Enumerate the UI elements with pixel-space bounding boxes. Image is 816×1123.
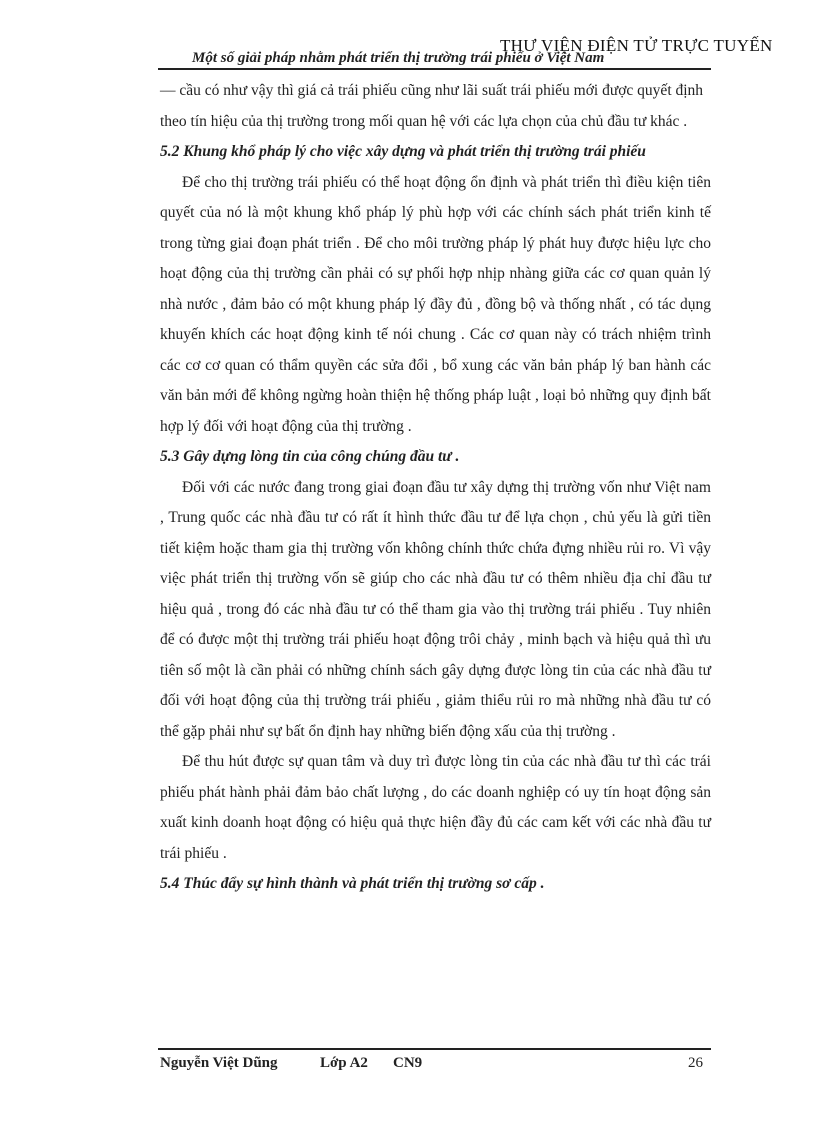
paragraph-intro: — cầu có như vậy thì giá cả trái phiếu cũng như lãi suất trái phiếu mới được quyết định theo tín hiệu của thị trường trong mối quan hệ với các lựa chọn của chủ đầu tư khác . — [160, 82, 704, 130]
heading-5-3: 5.3 Gây dựng lòng tin của công chúng đầu tư . — [160, 448, 460, 465]
paragraph-5-3-b: Để thu hút được sự quan tâm và duy trì được lòng tin của các nhà đầu tư thì các trái phiếu phát hành phải đảm bảo chất lượng , do các doanh nghiệp có uy tín hoạt động sản xuất kinh doanh hoạt động có hiệu quả thực hiện đầy đủ các cam kết với các nhà đầu tư trái phiếu . — [160, 753, 711, 862]
footer-author: Nguyễn Việt Dũng — [160, 1055, 278, 1071]
running-header: Một số giải pháp nhằm phát triển thị trường trái phiếu ở Việt Nam — [192, 50, 605, 66]
paragraph-5-2: Để cho thị trường trái phiếu có thể hoạt động ổn định và phát triển thì điều kiện tiên quyết của nó là một khung khổ pháp lý phù hợp với các chính sách phát triển kinh tế trong từng giai đoạn phát triển . Để cho môi trường pháp lý phát huy được hiệu lực cho hoạt động của thị trường cần phải có sự phối hợp nhịp nhàng giữa các cơ quan quản lý nhà nước , đảm bảo có một khung pháp lý đầy đủ , đồng bộ và thống nhất , có tác dụng khuyến khích các hoạt động kinh tế nói chung . Các cơ quan này có trách nhiệm trình các cơ cơ quan có thẩm quyền các sửa đổi , bổ xung các văn bản pháp lý ban hành các văn bản mới để không ngừng hoàn thiện hệ thống pháp luật , loại bỏ những quy định bất hợp lý đối với hoạt động của thị trường . — [160, 173, 711, 435]
heading-5-4: 5.4 Thúc đẩy sự hình thành và phát triển thị trường sơ cấp . — [160, 875, 545, 892]
footer-class: Lớp A2 — [320, 1055, 368, 1071]
watermark: THƯ VIỆN ĐIỆN TỬ TRỰC TUYẾN — [500, 36, 773, 55]
header-rule — [158, 68, 711, 70]
page-number: 26 — [688, 1055, 703, 1071]
footer-code: CN9 — [393, 1055, 423, 1071]
footer-rule — [158, 1048, 711, 1050]
paragraph-5-3-a: Đối với các nước đang trong giai đoạn đầu tư xây dựng thị trường vốn như Việt nam , Trung quốc các nhà đầu tư có rất ít hình thức đầu tư để lựa chọn , chủ yếu là gửi tiền tiết kiệm hoặc tham gia thị trường vốn không chính thức chứa đựng nhiều rủi ro. Vì vậy việc phát triển thị trường vốn sẽ giúp cho các nhà đầu tư có thêm nhiều địa chỉ đầu tư hiệu quả , trong đó các nhà đầu tư có thể tham gia vào thị trường trái phiếu . Tuy nhiên để có được một thị trường trái phiếu hoạt động trôi chảy , minh bạch và hiệu quả thì ưu tiên số một là cần phải có những chính sách gây dựng được lòng tin của các nhà đầu tư đối với hoạt động của thị trường trái phiếu , giảm thiểu rủi ro mà những nhà đầu tư có thể gặp phải như sự bất ổn định hay những biến động xấu của thị trường . — [160, 478, 711, 740]
heading-5-2: 5.2 Khung khổ pháp lý cho việc xây dựng và phát triển thị trường trái phiếu — [160, 143, 646, 160]
page-content — [160, 76, 711, 900]
